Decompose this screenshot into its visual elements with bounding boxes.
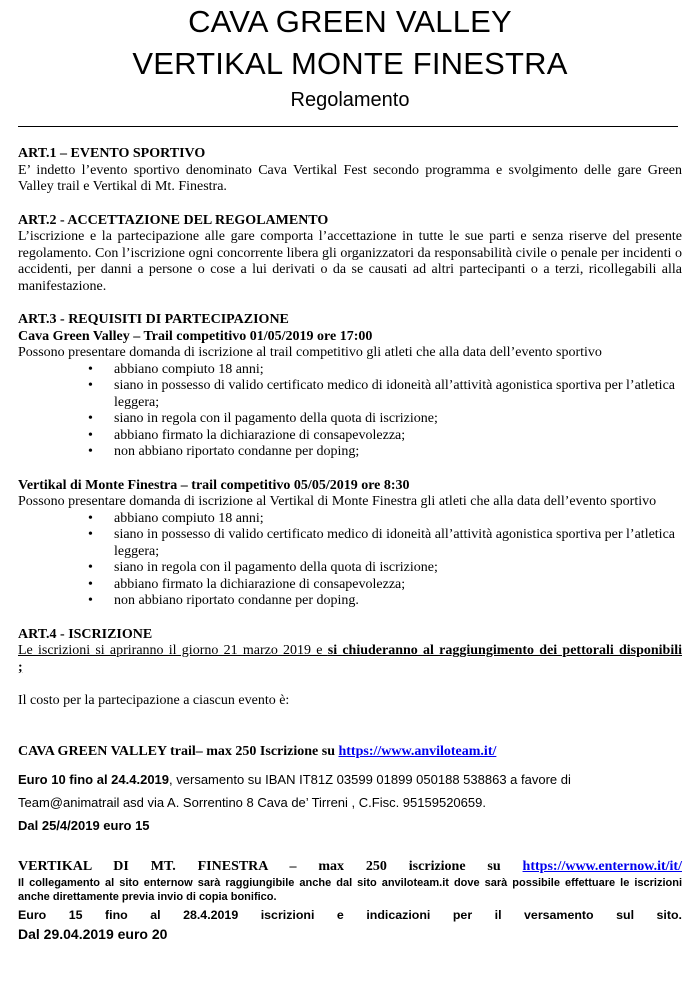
- trail-late-price: Dal 25/4/2019 euro 15: [18, 818, 150, 833]
- list-item: • abbiano firmato la dichiarazione di consapevolezza;: [18, 428, 682, 445]
- trail-registration-label: CAVA GREEN VALLEY trail– max 250 Iscrizione su: [18, 743, 339, 759]
- list-item: • abbiano compiuto 18 anni;: [18, 362, 682, 379]
- list-item: • non abbiano riportato condanne per doping.: [18, 593, 682, 610]
- regulation-body: [18, 146, 682, 944]
- art2-text: L’iscrizione e la partecipazione alle gare comporta l’accettazione in tutte le sue parti e senza riserve del presente regolamento. Con l’iscrizione ogni concorrente libera gli organizzatori da responsabilità civile o penale per incidenti o accidenti, per danni a persone o cose a lui derivati o da se causati ad altri partecipanti o a terzi, ricollegabili alla manifestazione.: [18, 229, 682, 294]
- trail-payee: Team@animatrail asd via A. Sorrentino 8 Cava de’ Tirreni , C.Fisc. 95159520659.: [18, 795, 486, 810]
- art2-heading: ART.2 - ACCETTAZIONE DEL REGOLAMENTO: [18, 212, 329, 228]
- trail-heading: Cava Green Valley – Trail competitivo 01/05/2019 ore 17:00: [18, 328, 373, 344]
- trail-price-line: [18, 768, 682, 791]
- close-end: ;: [18, 659, 23, 675]
- list-item: • siano in possesso di valido certificato medico di idoneità all’attività agonistica sportiva per l’atletica leggera;: [18, 527, 682, 560]
- vertikal-late-price: Dal 29.04.2019 euro 20: [18, 925, 168, 942]
- open-text: Le iscrizioni si apriranno il giorno 21 marzo 2019 e: [18, 643, 328, 658]
- list-item: • siano in regola con il pagamento della quota di iscrizione;: [18, 411, 682, 428]
- vertikal-note: Il collegamento al sito enternow sarà raggiungibile anche dal sito anviloteam.it dove sarà possibile effettuare le iscrizioni anche direttamente previa invio di copia bonifico.: [18, 876, 682, 903]
- divider: [18, 126, 678, 127]
- art3-heading: ART.3 - REQUISITI DI PARTECIPAZIONE: [18, 312, 289, 327]
- vertikal-heading: Vertikal di Monte Finestra – trail competitivo 05/05/2019 ore 8:30: [18, 477, 410, 493]
- vertikal-price: Euro 15 fino al 28.4.2019 iscrizioni e indicazioni per il versamento sul sito.: [18, 907, 682, 922]
- anviloteam-link[interactable]: https://www.anviloteam.it/: [338, 743, 497, 759]
- art4-open-text: [18, 643, 682, 660]
- trail-registration-line: [18, 744, 682, 761]
- list-item: • abbiano compiuto 18 anni;: [18, 511, 682, 528]
- art1-text: E’ indetto l’evento sportivo denominato Cava Vertikal Fest secondo programma e svolgimento delle gare Green Valley trail e Vertikal di Mt. Finestra.: [18, 162, 682, 194]
- trail-requirements-list: [18, 362, 682, 461]
- vertikal-registration-line: [18, 859, 682, 876]
- title-line-2: VERTIKAL MONTE FINESTRA: [132, 46, 568, 81]
- subtitle: Regolamento: [290, 89, 410, 111]
- list-item: • siano in regola con il pagamento della quota di iscrizione;: [18, 560, 682, 577]
- list-item: • non abbiano riportato condanne per doping;: [18, 444, 682, 461]
- trail-price: Euro 10 fino al 24.4.2019: [18, 772, 170, 787]
- vertikal-requirements-list: [18, 511, 682, 610]
- list-item: • abbiano firmato la dichiarazione di consapevolezza;: [18, 577, 682, 594]
- title-line-1: CAVA GREEN VALLEY: [188, 4, 512, 39]
- trail-intro: Possono presentare domanda di iscrizione al trail competitivo gli atleti che alla data dell’evento sportivo: [18, 345, 602, 360]
- enternow-link[interactable]: https://www.enternow.it/it/: [522, 859, 682, 874]
- cost-intro: Il costo per la partecipazione a ciascun evento è:: [18, 693, 290, 708]
- art4-heading: ART.4 - ISCRIZIONE: [18, 626, 153, 642]
- art1-heading: ART.1 – EVENTO SPORTIVO: [18, 146, 206, 161]
- art4-close-text-end: [18, 660, 682, 677]
- vertikal-registration-label: VERTIKAL DI MT. FINESTRA – max 250 iscrizione su: [18, 859, 523, 874]
- close-text: si chiuderanno al raggiungimento dei pettorali disponibili: [327, 643, 683, 658]
- vertikal-intro: Possono presentare domanda di iscrizione al Vertikal di Monte Finestra gli atleti che alla data dell’evento sportivo: [18, 494, 657, 509]
- list-item: • siano in possesso di valido certificato medico di idoneità all’attività agonistica sportiva per l’atletica leggera;: [18, 378, 682, 411]
- trail-iban: , versamento su IBAN IT81Z 03599 01899 050188 538863 a favore di: [169, 772, 571, 787]
